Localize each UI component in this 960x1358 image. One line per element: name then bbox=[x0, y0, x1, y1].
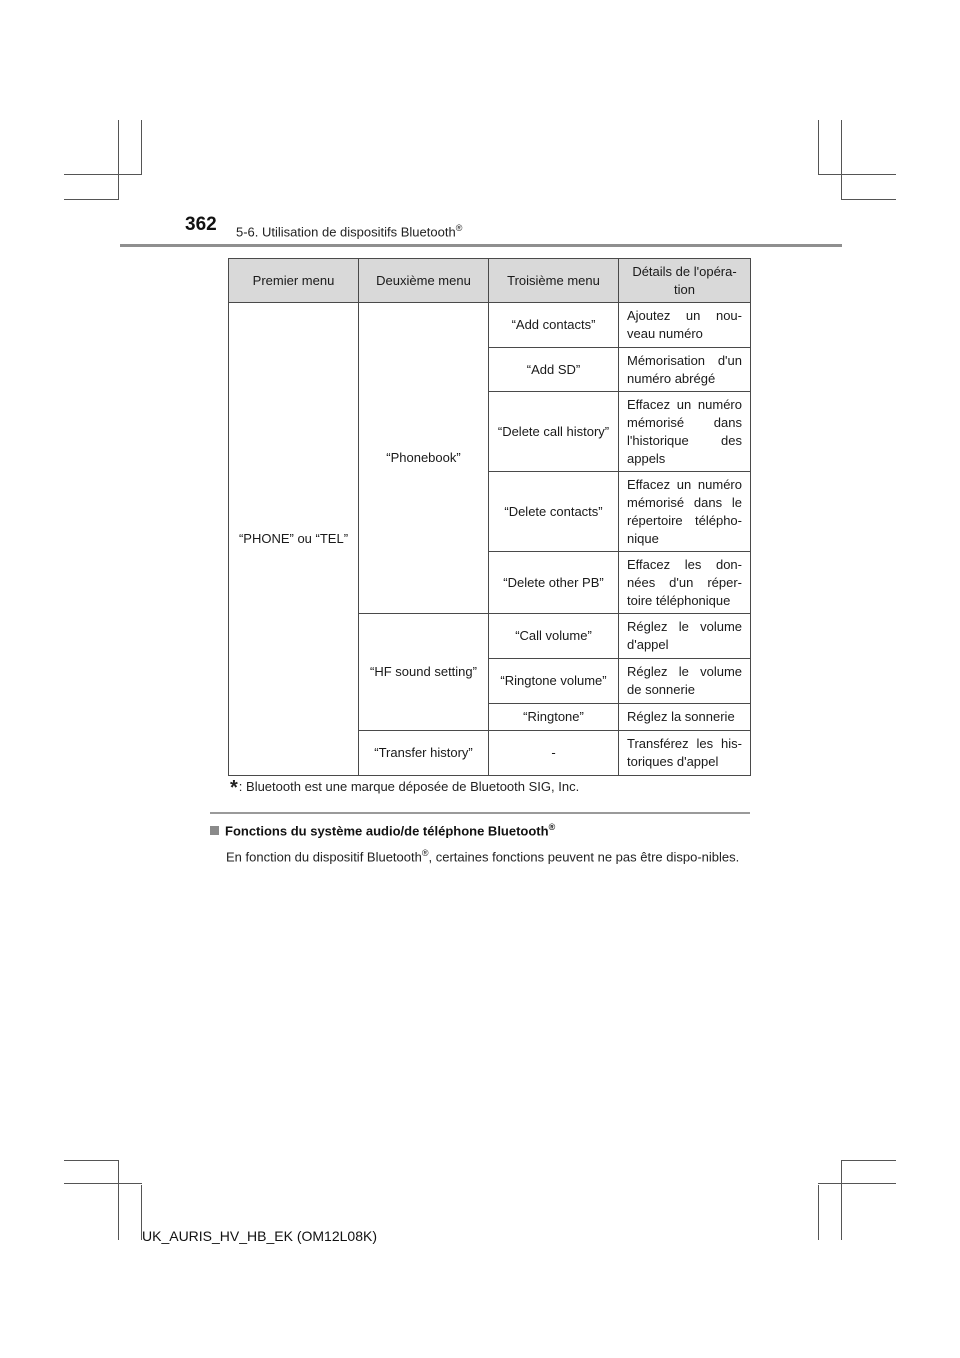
crop-mark bbox=[841, 1160, 842, 1240]
section-title-text: 5-6. Utilisation de dispositifs Bluetooth bbox=[236, 224, 456, 240]
detail-cell: Effacez les don-nées d'un réper-toire téléphonique bbox=[619, 552, 751, 614]
crop-mark bbox=[64, 1183, 142, 1184]
crop-mark bbox=[118, 120, 119, 200]
table-header-row bbox=[229, 259, 751, 303]
body-text-part: , certaines fonctions peuvent ne pas être dispo-nibles. bbox=[428, 849, 740, 865]
footnote-text: : Bluetooth est une marque déposée de Bluetooth SIG, Inc. bbox=[238, 779, 580, 794]
detail-cell: Réglez le volume d'appel bbox=[619, 614, 751, 659]
header-rule bbox=[120, 244, 842, 247]
menu-table bbox=[228, 258, 751, 776]
third-menu-cell: “Delete other PB” bbox=[489, 552, 619, 614]
detail-cell: Mémorisation d'un numéro abrégé bbox=[619, 348, 751, 392]
body-text-part: En fonction du dispositif Bluetooth bbox=[226, 849, 422, 865]
crop-mark bbox=[818, 1185, 819, 1240]
third-menu-cell: “Call volume” bbox=[489, 614, 619, 659]
section-heading-text: Fonctions du système audio/de téléphone Bluetooth bbox=[225, 823, 549, 839]
detail-cell: Réglez le volume de sonnerie bbox=[619, 659, 751, 704]
third-menu-cell: “Add contacts” bbox=[489, 303, 619, 348]
crop-mark bbox=[64, 174, 142, 175]
page-number: 362 bbox=[185, 214, 217, 235]
footnote bbox=[230, 777, 579, 800]
document-code: UK_AURIS_HV_HB_EK (OM12L08K) bbox=[142, 1228, 377, 1244]
detail-cell: Ajoutez un nou-veau numéro bbox=[619, 303, 751, 348]
table-row bbox=[229, 303, 751, 348]
crop-mark bbox=[841, 1160, 896, 1161]
column-header-first-menu: Premier menu bbox=[229, 259, 359, 303]
detail-cell: Effacez un numéro mémorisé dans le répertoire télépho-nique bbox=[619, 472, 751, 552]
section-title bbox=[236, 223, 462, 239]
third-menu-cell: “Delete call history” bbox=[489, 392, 619, 472]
crop-mark bbox=[64, 199, 119, 200]
section-body bbox=[226, 844, 750, 866]
crop-mark bbox=[841, 199, 896, 200]
second-menu-cell: “HF sound setting” bbox=[359, 614, 489, 731]
third-menu-cell: - bbox=[489, 731, 619, 776]
registered-mark: ® bbox=[455, 223, 463, 233]
section-divider bbox=[210, 812, 750, 814]
crop-mark bbox=[118, 1160, 119, 1240]
third-menu-cell: “Ringtone volume” bbox=[489, 659, 619, 704]
detail-cell: Transférez les his-toriques d'appel bbox=[619, 731, 751, 776]
third-menu-cell: “Add SD” bbox=[489, 348, 619, 392]
detail-cell: Réglez la sonnerie bbox=[619, 704, 751, 731]
second-menu-cell: “Transfer history” bbox=[359, 731, 489, 776]
detail-cell: Effacez un numéro mémorisé dans l'historique des appels bbox=[619, 392, 751, 472]
crop-mark bbox=[818, 1183, 896, 1184]
registered-mark: ® bbox=[548, 822, 556, 832]
second-menu-cell: “Phonebook” bbox=[359, 303, 489, 614]
square-bullet-icon bbox=[210, 826, 219, 835]
crop-mark bbox=[841, 120, 842, 200]
column-header-operation-details: Détails de l'opéra-tion bbox=[619, 259, 751, 303]
third-menu-cell: “Ringtone” bbox=[489, 704, 619, 731]
crop-mark bbox=[818, 120, 819, 175]
third-menu-cell: “Delete contacts” bbox=[489, 472, 619, 552]
first-menu-cell: “PHONE” ou “TEL” bbox=[229, 303, 359, 776]
column-header-third-menu: Troisième menu bbox=[489, 259, 619, 303]
column-header-second-menu: Deuxième menu bbox=[359, 259, 489, 303]
registered-mark: ® bbox=[421, 848, 429, 858]
section-heading bbox=[210, 822, 555, 838]
crop-mark bbox=[64, 1160, 119, 1161]
crop-mark bbox=[818, 174, 896, 175]
crop-mark bbox=[141, 120, 142, 175]
footnote-marker: * bbox=[230, 777, 238, 799]
